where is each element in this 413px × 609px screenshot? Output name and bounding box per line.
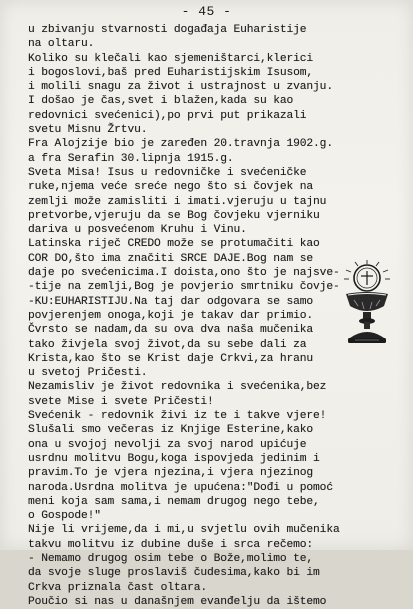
text-line: u zbivanju stvarnosti događaja Euharistije [28,24,307,36]
text-line: i bogoslovi,baš pred Euharistijskim Isusom, [28,66,314,79]
text-line: redovnici svećenici),po prvi put prikazali [28,109,307,122]
text-line: usrdnu molitvu Bogu,koga ispovjeda jedinim i [28,452,320,465]
text-line: Čvrsto se nadam,da su ova dva naša mučenika [28,324,314,337]
text-line: Slušali smo večeras iz Knjige Esterine,kako [28,424,314,437]
text-line: Koliko su klečali kao sjemeništarci,klerici [28,52,314,65]
text-line: COR DO,što ima značiti SRCE DAJE.Bog nam se [28,252,314,265]
text-line: o Gospode!" [28,510,101,523]
text-line: takvu molitvu iz dubine duše i srca rečemo: [28,538,314,551]
text-line: da svoje sluge proslaviš čudesima,kako bi im [28,567,320,580]
text-line: Latinska riječ CREDO može se protumačiti kao [28,238,320,251]
text-line: svete Mise i svete Pričesti! [28,395,214,408]
chalice-with-host-icon [336,260,398,346]
text-line: Svećenik - redovnik živi iz te i takve vjere! [28,410,327,423]
text-line: Nije li vrijeme,da i mi,u svjetlu ovih mučenika [28,524,340,537]
text-line: i molili snagu za život i ustrajnost u zvanju. [28,81,333,94]
text-line: Fra Alojzije bio je zaređen 20.travnja 1902.g. [28,138,333,151]
text-line: povjerenjem onoga,koji je takav dar primio. [28,309,314,322]
text-line: -KU:EUHARISTIJU.Na taj dar odgovara se samo [28,295,314,308]
text-line: ona u svojoj nevolji za svoj narod upićuje [28,438,307,451]
text-line: daje po svećenicima.I doista,ono što je najsve- [28,267,340,280]
text-line: a fra Serafin 30.lipnja 1915.g. [28,152,234,165]
text-line: I došao je čas,svet i blažen,kada su kao [28,95,294,108]
text-line: svetu Misnu Žrtvu. [28,124,148,137]
page-number: - 45 - [181,4,232,19]
text-line: Nezamisliv je život redovnika i svećenika,bez [28,381,327,394]
text-line: pravim.To je vjera njezina,i vjera njezinog [28,467,314,480]
text-line: meni koja sam sama,i nemam drugog nego tebe, [28,495,320,508]
text-line: ruke,njema veće sreće nego što si čovjek na [28,181,314,194]
text-line: Sveta Misa! Isus u redovničke i svećeničke [28,166,307,179]
text-line: Krista,kao što se Krist daje Crkvi,za hranu [28,352,314,365]
text-line: Crkva priznala čast oltara. [28,581,207,594]
text-line: -tije na zemlji,Bog je povjerio smrtniku čovje- [28,281,340,294]
text-line: tako živjela svoj život,da su sebe dali za [28,338,307,351]
text-line: u svetoj Pričesti. [28,367,148,380]
text-line: na oltaru. [28,38,95,51]
text-line: pretvorbe,vjeruju da se Bog čovjeku vjerniku [28,209,320,222]
text-line: Poučio si nas u današnjem evanđelju da ištemo [28,595,327,608]
text-line: naroda.Usrdna molitva je upućena:"Dođi u pomoć [28,481,333,494]
text-line: dariva u posvećenom Kruhu i Vinu. [28,224,247,237]
text-line: zemlji može zamisliti i imati.vjeruju u tajnu [28,195,327,208]
text-line: - Nemamo drugog osim tebe o Bože,molimo te, [28,552,314,565]
